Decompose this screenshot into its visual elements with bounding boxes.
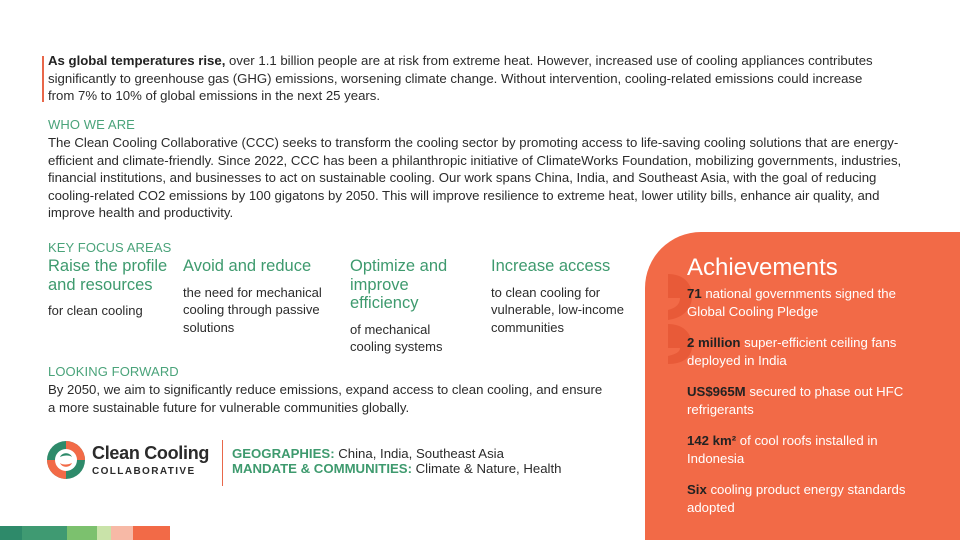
footer-info [232,446,562,476]
achievement-text: secured to phase out HFC refrigerants [687,384,904,417]
stripe [22,526,67,540]
focus-desc: to clean cooling for vulnerable, low-income communities [491,284,624,335]
stripe [111,526,133,540]
looking-forward-text: By 2050, we aim to significantly reduce emissions, expand access to clean cooling, and ensure a more sustainable future for vulnerable communities globally. [48,382,603,415]
stripe [0,526,22,540]
achievement-item [687,432,927,467]
stripe [67,526,97,540]
focus-title: Optimize and improve efficiency [350,257,448,312]
logo-name: Clean Cooling [92,443,210,463]
focus-area-increase-access [491,257,636,336]
achievement-figure: Six [687,482,707,497]
geographies-line [232,446,562,461]
who-we-are-text: The Clean Cooling Collaborative (CCC) seeks to transform the cooling sector by promoting access to life-saving cooling solutions that are energy-efficient and climate-friendly. Since 2022, CCC has been a philanthropic initiative of ClimateWorks Foundation, mobilizing governments, industries, financial institutions, and businesses to act on sustainable cooling. Our work spans China, India, and Southeast Asia, with the goal of reducing cooling-related CO2 emissions by 100 gigatons by 2050. This will improve resilience to extreme heat, lower utility bills, enhance air quality, and improve health and productivity. [48,135,902,220]
focus-desc: for clean cooling [48,303,143,318]
achievements-list [687,285,927,530]
intro-accent-bar [42,56,44,102]
who-we-are-label: WHO WE ARE [48,117,135,132]
focus-desc: the need for mechanical cooling through passive solutions [183,284,322,335]
focus-title: Raise the profile and resources [48,257,168,294]
achievement-item [687,334,927,369]
focus-area-optimize [350,257,475,356]
focus-title: Increase access [491,257,611,275]
focus-title: Avoid and reduce [183,257,312,275]
stripe [133,526,170,540]
intro-paragraph [48,52,888,105]
focus-desc: of mechanical cooling systems [350,321,443,354]
geographies-label: GEOGRAPHIES: [232,446,335,461]
footer-divider [222,440,223,486]
logo-subtitle: COLLABORATIVE [92,466,196,477]
clean-cooling-logo-icon [46,440,86,480]
achievement-item [687,285,927,320]
achievement-text: super-efficient ceiling fans deployed in India [687,335,897,368]
achievement-figure: 2 million [687,335,741,350]
mandate-label: MANDATE & COMMUNITIES: [232,461,412,476]
achievement-item [687,383,927,418]
achievement-text: national governments signed the Global Cooling Pledge [687,286,896,319]
achievement-figure: 142 km² [687,433,737,448]
achievements-title: Achievements [687,254,838,281]
geographies-value: China, India, Southeast Asia [334,446,504,461]
intro-text: over 1.1 billion people are at risk from extreme heat. However, increased use of cooling appliances contributes significantly to greenhouse gas (GHG) emissions, worsening climate change. Without intervention, cooling-related emissions could increase from 7% to 10% of global emissions in the next 25 years. [48,53,873,103]
mandate-value: Climate & Nature, Health [411,461,562,476]
mandate-line [232,461,562,476]
logo-wordmark [92,443,209,477]
stripe [97,526,111,540]
key-focus-label: KEY FOCUS AREAS [48,240,172,255]
achievement-item [687,481,927,516]
achievement-figure: US$965M [687,384,746,399]
focus-area-raise-profile [48,257,173,320]
color-stripes [0,526,170,540]
achievement-text: cooling product energy standards adopted [687,482,906,515]
achievement-text: of cool roofs installed in Indonesia [687,433,878,466]
achievement-figure: 71 [687,286,702,301]
intro-lead: As global temperatures rise, [48,53,226,68]
focus-area-avoid-reduce [183,257,343,336]
looking-forward-label: LOOKING FORWARD [48,364,179,379]
